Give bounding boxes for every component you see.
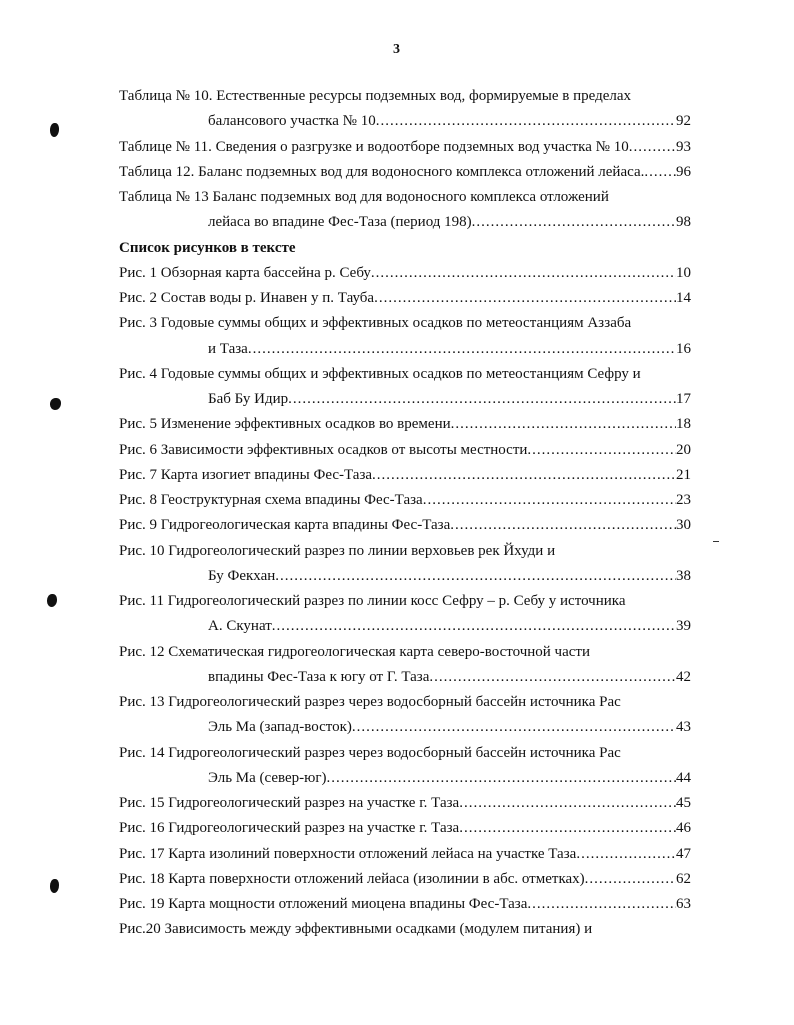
figure-entry-title: Рис.20 Зависимость между эффективными осадками (модулем питания) и <box>119 921 593 938</box>
dot-leader <box>576 842 676 867</box>
figure-entry <box>119 715 691 740</box>
dot-leader <box>288 387 676 412</box>
figure-entry <box>119 286 691 311</box>
figure-entry <box>119 513 691 538</box>
figure-entry <box>119 892 691 917</box>
dot-leader <box>459 816 676 841</box>
dot-leader <box>527 438 676 463</box>
figure-entry-title: Рис. 6 Зависимости эффективных осадков от высоты местности <box>119 441 528 458</box>
page-ref: 38 <box>676 567 691 584</box>
page-ref: 96 <box>676 163 691 180</box>
page-ref: 47 <box>676 845 691 862</box>
table-entry-title: балансового участка № 10 <box>208 113 376 130</box>
figure-entry-title: впадины Фес-Таза к югу от Г. Таза <box>208 668 430 685</box>
page-ref: 14 <box>676 290 691 306</box>
scan-mark <box>50 123 59 137</box>
figure-entry <box>119 311 691 336</box>
page-ref: 21 <box>676 466 691 483</box>
page-ref: 98 <box>676 214 691 231</box>
page-ref: 92 <box>676 113 691 130</box>
page-ref: 44 <box>676 769 691 786</box>
figure-entry <box>119 842 691 867</box>
dot-leader <box>376 109 676 134</box>
scan-mark <box>50 398 61 410</box>
page-number: 3 <box>393 42 400 57</box>
figure-entry-title: Рис. 13 Гидрогеологический разрез через водосборный бассейн источника Рас <box>119 694 621 710</box>
figure-entry <box>119 539 691 564</box>
table-entry <box>119 109 691 134</box>
dot-leader <box>352 715 676 740</box>
dot-leader <box>527 892 676 917</box>
page-ref: 39 <box>676 618 691 635</box>
figure-entry-title: Эль Ма (север-юг) <box>208 769 327 786</box>
table-entry-title: Таблица № 10. Естественные ресурсы подземных вод, формируемые в пределах <box>119 88 632 104</box>
page-ref: 17 <box>676 391 691 407</box>
table-entry <box>119 135 691 160</box>
page-ref: 62 <box>676 870 691 887</box>
figure-entry-title: Рис. 1 Обзорная карта бассейна р. Себу <box>119 264 371 281</box>
table-entry <box>119 210 691 235</box>
figure-entry-title: Баб Бу Идир <box>208 391 289 407</box>
page-ref: 10 <box>676 264 691 281</box>
figure-entry <box>119 438 691 463</box>
page-ref: 20 <box>676 441 691 458</box>
dot-leader <box>472 210 676 235</box>
dot-leader <box>371 261 676 286</box>
figure-entry <box>119 665 691 690</box>
figure-entry-title: Рис. 5 Изменение эффективных осадков во времени <box>119 416 451 433</box>
figure-entry-title: Рис. 18 Карта поверхности отложений лейаса (изолинии в абс. отметках) <box>119 870 585 887</box>
scan-mark <box>50 879 59 893</box>
dot-leader <box>423 488 676 513</box>
figure-entry <box>119 917 691 942</box>
page-ref: 30 <box>676 517 691 534</box>
figure-entry-title: Рис. 17 Карта изолиний поверхности отложений лейаса на участке Таза <box>119 845 577 862</box>
page-ref: 45 <box>676 795 691 811</box>
figure-entry-title: Рис. 4 Годовые суммы общих и эффективных осадков по метеостанциям Сефру и <box>119 365 641 382</box>
figure-entry-title: Рис. 14 Гидрогеологический разрез через водосборный бассейн источника Рас <box>119 744 621 761</box>
figure-entry-title: Рис. 16 Гидрогеологический разрез на участке г. Таза <box>119 820 460 837</box>
table-entry <box>119 185 691 210</box>
figure-entry-title: Рис. 10 Гидрогеологический разрез по линии верховьев рек Йхуди и <box>119 542 556 559</box>
table-entry <box>119 160 691 185</box>
dot-leader <box>327 766 676 791</box>
table-entry-title: Таблице № 11. Сведения о разгрузке и водоотборе подземных вод участка № 10 <box>119 138 629 155</box>
table-entry <box>119 84 691 109</box>
figure-entry <box>119 614 691 639</box>
figure-entry <box>119 261 691 286</box>
figure-entry <box>119 362 691 387</box>
page-ref: 42 <box>676 668 691 685</box>
figure-entry-title: Рис. 9 Гидрогеологическая карта впадины Фес-Таза <box>119 517 451 534</box>
dot-leader <box>374 286 676 311</box>
figure-entry <box>119 387 691 412</box>
dot-leader <box>459 791 676 816</box>
figure-entry-title: Рис. 15 Гидрогеологический разрез на участке г. Таза <box>119 795 460 811</box>
table-entry-title: Таблица 12. Баланс подземных вод для водоносного комплекса отложений лейаса. <box>119 163 645 180</box>
dot-leader <box>585 867 676 892</box>
page-ref: 18 <box>676 416 691 433</box>
figure-entry <box>119 564 691 589</box>
page-ref: 23 <box>676 492 691 508</box>
figure-entry-title: Рис. 2 Состав воды р. Инавен у п. Тауба <box>119 290 375 306</box>
dot-leader <box>644 160 676 185</box>
figure-entry-title: Рис. 8 Геоструктурная схема впадины Фес-Таза <box>119 492 423 508</box>
figure-entry <box>119 488 691 513</box>
figure-entry <box>119 741 691 766</box>
figure-entry <box>119 867 691 892</box>
dot-leader <box>429 665 676 690</box>
section-heading: Список рисунков в тексте <box>119 239 296 256</box>
figure-entry-title: Бу Фекхан <box>208 567 276 584</box>
figure-entry-title: Эль Ма (запад-восток) <box>208 719 352 736</box>
figure-entry-title: Рис. 7 Карта изогиет впадины Фес-Таза <box>119 466 373 483</box>
page-ref: 43 <box>676 719 691 736</box>
figure-entry-title: и Таза <box>208 340 248 357</box>
figure-entry <box>119 463 691 488</box>
scan-mark <box>713 541 719 542</box>
page-ref: 63 <box>676 896 691 912</box>
table-of-contents <box>119 84 691 943</box>
dot-leader <box>272 614 676 639</box>
figure-entry <box>119 337 691 362</box>
dot-leader <box>372 463 676 488</box>
dot-leader <box>450 513 676 538</box>
scan-mark <box>47 594 57 607</box>
table-entry-title: Таблица № 13 Баланс подземных вод для водоносного комплекса отложений <box>119 189 609 205</box>
dot-leader <box>629 135 676 160</box>
figure-entry-title: А. Скунат <box>208 618 272 635</box>
figure-entry-title: Рис. 12 Схематическая гидрогеологическая карта северо-восточной части <box>119 643 590 660</box>
figure-entry <box>119 589 691 614</box>
figure-entry <box>119 816 691 841</box>
table-entry-title: лейаса во впадине Фес-Таза (период 198) <box>208 214 472 231</box>
figure-entry-title: Рис. 11 Гидрогеологический разрез по линии косс Сефру – р. Себу у источника <box>119 593 626 609</box>
page-ref: 46 <box>676 820 691 837</box>
figure-entry-title: Рис. 3 Годовые суммы общих и эффективных осадков по метеостанциям Аззаба <box>119 315 632 332</box>
dot-leader <box>275 564 676 589</box>
page-ref: 93 <box>676 138 691 155</box>
figure-entry <box>119 412 691 437</box>
dot-leader <box>451 412 676 437</box>
figure-entry-title: Рис. 19 Карта мощности отложений миоцена впадины Фес-Таза <box>119 896 528 912</box>
figure-entry <box>119 766 691 791</box>
figure-entry <box>119 690 691 715</box>
dot-leader <box>248 337 676 362</box>
page-ref: 16 <box>676 340 691 357</box>
figure-entry <box>119 791 691 816</box>
figure-entry <box>119 640 691 665</box>
